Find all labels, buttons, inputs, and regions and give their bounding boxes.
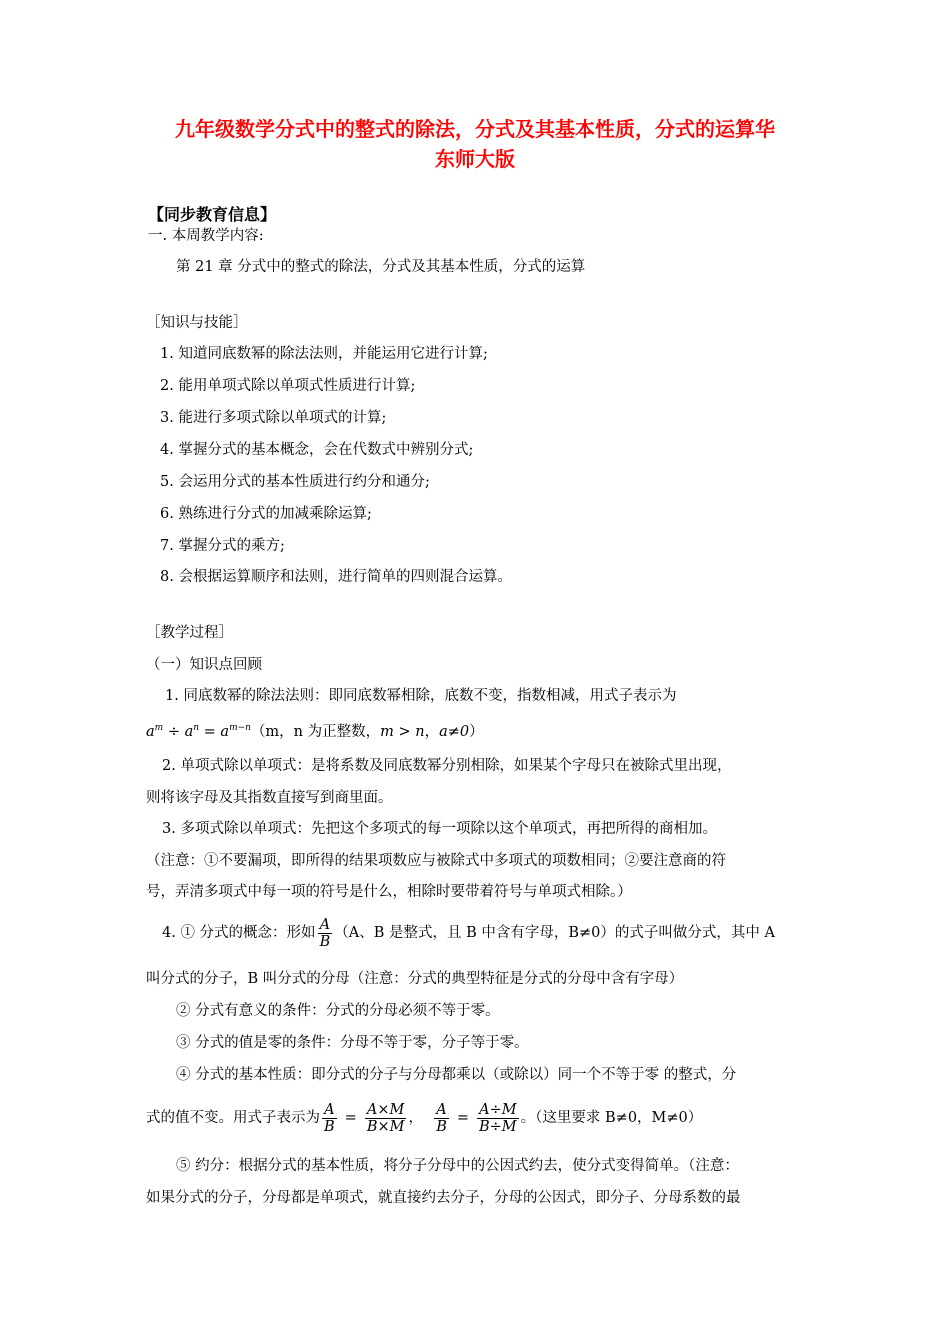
- section-heading-tongbu: 【同步教育信息】: [148, 205, 277, 224]
- point-3-line-3: 号，弄清多项式中每一项的符号是什么，相除时要带着符号与单项式相除。）: [146, 884, 632, 900]
- fraction-am-over-bm: $\frac{A\times M}{B\times M}$: [366, 1101, 405, 1135]
- point-4-line-2: 叫分式的分子，B 叫分式的分母（注意：分式的典型特征是分式的分母中含有字母）: [146, 971, 684, 987]
- skill-item: 8. 会根据运算顺序和法则，进行简单的四则混合运算。: [160, 569, 512, 585]
- point-4-item-4-line-1: ④ 分式的基本性质：即分式的分子与分母都乘以（或除以）同一个不等于零 的整式，分: [176, 1067, 737, 1083]
- skills-heading: ［知识与技能］: [146, 315, 248, 331]
- title-line-1: 九年级数学分式中的整式的除法，分式及其基本性质，分式的运算华: [175, 117, 775, 141]
- skill-item: 1. 知道同底数幂的除法法则，并能运用它进行计算;: [160, 346, 488, 362]
- skill-item: 5. 会运用分式的基本性质进行约分和通分;: [160, 474, 430, 490]
- review-heading: （一）知识点回顾: [146, 657, 262, 673]
- chapter-line: 第 21 章 分式中的整式的除法，分式及其基本性质，分式的运算: [176, 259, 586, 275]
- skill-item: 6. 熟练进行分式的加减乘除运算;: [160, 506, 372, 522]
- fraction-a-div-m-over-b-div-m: $\frac{A\div M}{B\div M}$: [479, 1101, 517, 1135]
- point-3-line-1: 3. 多项式除以单项式：先把这个多项式的每一项除以这个单项式，再把所得的商相加。: [162, 821, 717, 837]
- point-4-item-3: ③ 分式的值是零的条件：分母不等于零，分子等于零。: [176, 1035, 529, 1051]
- point-1-formula: $a^m \div a^n = a^{m-n}(m$，n 为正整数，m > n，a≠0）: [146, 723, 484, 740]
- point-5-line-2: 如果分式的分子，分母都是单项式，就直接约去分子，分母的公因式，即分子、分母系数的最: [146, 1190, 741, 1206]
- document-title: [120, 114, 830, 174]
- skill-item: 7. 掌握分式的乘方;: [160, 538, 285, 554]
- skill-item: 4. 掌握分式的基本概念，会在代数式中辨别分式;: [160, 442, 474, 458]
- section-1-heading: 一. 本周教学内容:: [148, 228, 264, 244]
- process-heading: ［教学过程］: [146, 625, 233, 641]
- point-3-line-2: （注意：①不要漏项，即所得的结果项数应与被除式中多项式的项数相同；②要注意商的符: [146, 853, 726, 869]
- point-4-item-2: ② 分式有意义的条件：分式的分母必须不等于零。: [176, 1003, 500, 1019]
- fraction-a-over-b: $\frac{A}{B}$: [319, 916, 331, 950]
- point-2-line-1: 2. 单项式除以单项式：是将系数及同底数幂分别相除，如果某个字母只在被除式里出现，: [162, 758, 732, 774]
- skill-item: 3. 能进行多项式除以单项式的计算;: [160, 410, 387, 426]
- point-1-text: 1. 同底数幂的除法法则：即同底数幂相除，底数不变，指数相减，用式子表示为: [165, 688, 677, 704]
- fraction-a-over-b: $\frac{A}{B}$: [324, 1101, 335, 1135]
- fraction-a-over-b: $\frac{A}{B}$: [436, 1101, 447, 1135]
- skill-item: 2. 能用单项式除以单项式性质进行计算;: [160, 378, 416, 394]
- point-4-line-1: 4. ① 分式的概念：形如 $\frac{A}{B}$ （A、B 是整式，且 B 中含有字母，B≠0）的式子叫做分式，其中 A: [162, 916, 775, 950]
- title-line-2: 东师大版: [435, 147, 515, 171]
- point-5-line-1: ⑤ 约分：根据分式的基本性质，将分子分母中的公因式约去，使分式变得简单。（注意：: [176, 1158, 739, 1174]
- point-4-item-4-line-2: 式的值不变。用式子表示为 $\frac{A}{B}$ = $\frac{A\times M}{B\times M}$ ， $\frac{A}{B}$ = $\frac{A\div M}{B\div M}$ 。（这里要求 B≠0，M≠0）: [146, 1101, 703, 1135]
- point-2-line-2: 则将该字母及其指数直接写到商里面。: [146, 790, 393, 806]
